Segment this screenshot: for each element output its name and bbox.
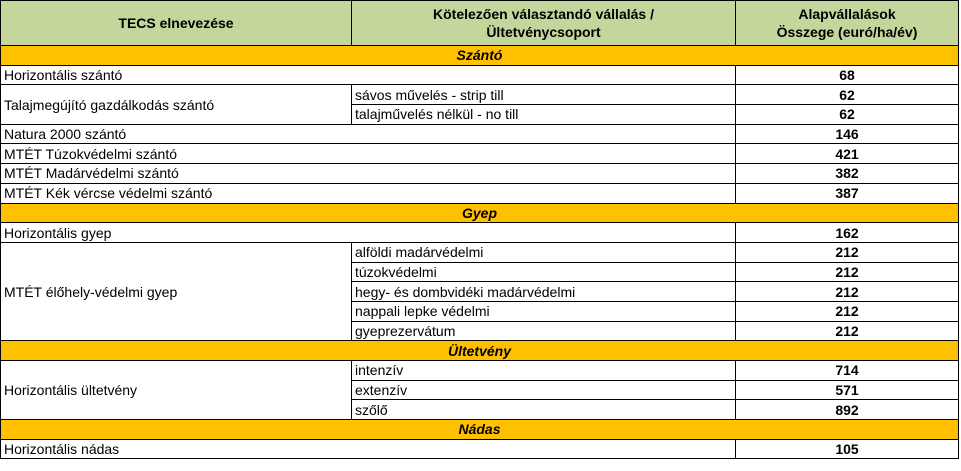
row-sub-label: sávos művelés - strip till [352,85,736,105]
group-label: Szántó [1,46,959,66]
group-row-gyep [1,203,959,223]
row-name: Talajmegújító gazdálkodás szántó [1,85,352,124]
row-value: 382 [736,164,959,184]
header-amount [736,1,959,46]
row-sub-label: talajművelés nélkül - no till [352,105,736,125]
table-row [1,361,959,381]
header-amount-line2: Összege (euró/ha/év) [776,24,918,40]
table-row [1,124,959,144]
row-name: Horizontális ültetvény [1,361,352,420]
row-name: MTÉT élőhely-védelmi gyep [1,242,352,340]
header-amount-line1: Alapvállalások [798,6,896,22]
row-sub-label: hegy- és dombvidéki madárvédelmi [352,282,736,302]
row-sub-label: gyeprezervátum [352,321,736,341]
group-row-ultetveny [1,341,959,361]
header-tecs-name: TECS elnevezése [1,1,352,46]
table-row [1,85,959,105]
table-row [1,144,959,164]
row-value: 146 [736,124,959,144]
row-name: MTÉT Túzokvédelmi szántó [1,144,736,164]
row-name: Natura 2000 szántó [1,124,736,144]
row-sub-label: szőlő [352,400,736,420]
row-value: 212 [736,321,959,341]
row-name: Horizontális gyep [1,223,736,243]
row-sub-label: intenzív [352,361,736,381]
header-row [1,1,959,46]
row-sub-label: alföldi madárvédelmi [352,242,736,262]
row-name: Horizontális nádas [1,439,736,459]
group-label: Ültetvény [1,341,959,361]
table-row [1,439,959,459]
row-value: 162 [736,223,959,243]
row-value: 68 [736,65,959,85]
group-row-nadas [1,420,959,440]
row-value: 212 [736,262,959,282]
table-row [1,183,959,203]
row-value: 421 [736,144,959,164]
row-value: 62 [736,85,959,105]
table-row [1,164,959,184]
row-sub-label: extenzív [352,380,736,400]
row-value: 62 [736,105,959,125]
header-commitment-line1: Kötelezően választandó vállalás / [433,6,654,22]
row-sub-label: túzokvédelmi [352,262,736,282]
group-label: Gyep [1,203,959,223]
table-row [1,242,959,262]
row-name: MTÉT Kék vércse védelmi szántó [1,183,736,203]
table-row [1,65,959,85]
row-value: 105 [736,439,959,459]
row-value: 387 [736,183,959,203]
row-value: 212 [736,242,959,262]
row-value: 571 [736,380,959,400]
row-name: Horizontális szántó [1,65,736,85]
row-value: 212 [736,282,959,302]
group-label: Nádas [1,420,959,440]
row-value: 714 [736,361,959,381]
row-name: MTÉT Madárvédelmi szántó [1,164,736,184]
header-commitment-line2: Ültetvénycsoport [486,24,601,40]
row-value: 212 [736,301,959,321]
header-commitment [352,1,736,46]
group-row-szanto [1,46,959,66]
table-row [1,223,959,243]
row-value: 892 [736,400,959,420]
row-sub-label: nappali lepke védelmi [352,301,736,321]
